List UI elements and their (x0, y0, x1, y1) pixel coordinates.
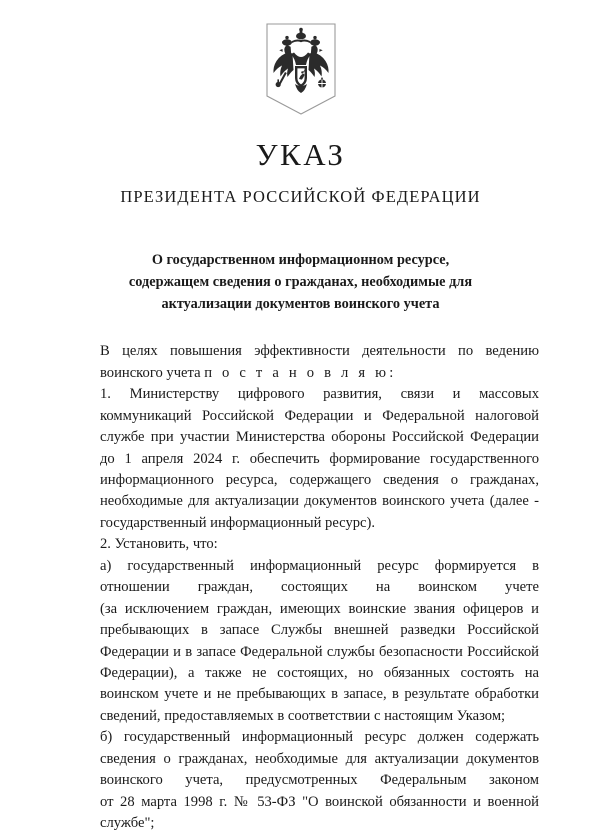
paragraph-preamble (62, 341, 539, 384)
page-title: УКАЗ (255, 137, 346, 172)
paragraph-item-2a (62, 556, 539, 728)
decree-heading-line: содержащем сведения о гражданах, необходимые для (128, 273, 473, 290)
text-line: коммуникаций Российской Федерации и Федеральной налоговой (100, 407, 539, 424)
text-line: Федерации и в запасе Федеральной службы безопасности Российской (100, 643, 539, 660)
text-line: от 28 марта 1998 г. № 53-ФЗ "О воинской обязанности и военной (100, 793, 539, 810)
text-line: службе"; (100, 815, 155, 832)
text-line: воинском учете и не пребывающих в запасе, в результате обработки (100, 686, 539, 703)
text-line: отношении граждан, состоящих на воинском учете (100, 579, 539, 596)
russian-coat-of-arms-icon (265, 22, 337, 116)
text-line: б) государственный информационный ресурс должен содержать (100, 729, 539, 746)
text-line: до 1 апреля 2024 г. обеспечить формирование государственного (100, 450, 539, 467)
text-line: пребывающих в запасе Службы внешней разведки Российской (100, 622, 539, 639)
paragraph-item-2 (62, 534, 539, 555)
text-line: информационного ресурса, содержащего сведения о гражданах, (100, 472, 539, 489)
text-line: службе при участии Министерства обороны Российской Федерации (100, 429, 539, 446)
postanovlyayu-emphasis: п о с т а н о в л я ю: (204, 364, 397, 381)
text-line: В целях повышения эффективности деятельности по ведению (100, 343, 539, 360)
decree-heading (62, 250, 539, 315)
text-line: воинского учета, предусмотренных Федеральным законом (100, 772, 539, 789)
document-body (62, 341, 539, 834)
text-line: 1. Министерству цифрового развития, связи и массовых (100, 386, 539, 403)
text-line: Федерации), а также не состоящих, но обязанных состоять на (100, 664, 539, 681)
text-line: необходимые для актуализации документов воинского учета (далее - (100, 493, 539, 510)
text-line: государственный информационный ресурс). (100, 514, 376, 531)
text-line: а) государственный информационный ресурс формируется в (100, 557, 539, 574)
text-line-part: воинского учета (100, 364, 205, 381)
text-line: 2. Установить, что: (100, 536, 218, 553)
paragraph-item-2b (62, 727, 539, 834)
paragraph-item-1 (62, 384, 539, 534)
decree-heading-line: актуализации документов воинского учета (161, 295, 440, 312)
text-line: сведения о гражданах, необходимые для актуализации документов (100, 750, 539, 767)
text-line: сведений, предоставляемых в соответствии с настоящим Указом; (100, 707, 506, 724)
page-subtitle: ПРЕЗИДЕНТА РОССИЙСКОЙ ФЕДЕРАЦИИ (120, 187, 481, 207)
decree-heading-line: О государственном информационном ресурсе, (151, 252, 450, 269)
text-line (62, 363, 539, 384)
text-line: (за исключением граждан, имеющих воинские звания офицеров и (100, 600, 539, 617)
emblem-container (0, 0, 601, 116)
